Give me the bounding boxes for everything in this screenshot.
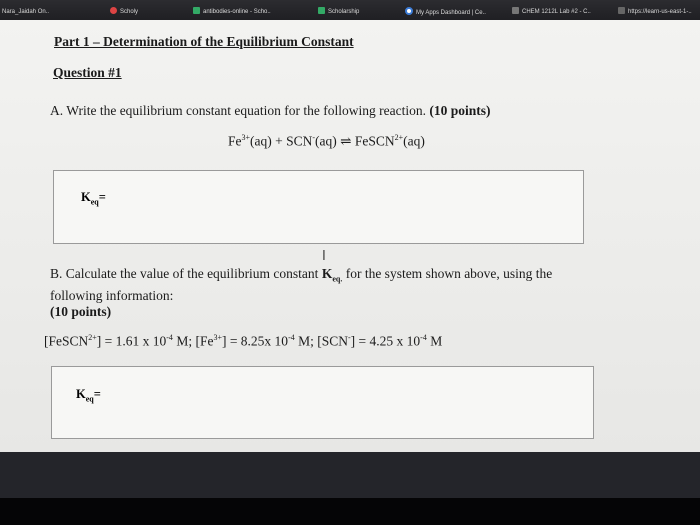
page-title: Part 1 – Determination of the Equilibrium Constant [54, 34, 354, 49]
keq-label: $K_{eq}=$ [81, 190, 106, 207]
taskbar [0, 452, 700, 498]
part-a-prompt: A. Write the equilibrium constant equation for the following reaction. (10 points) [50, 103, 491, 118]
answer-box-a[interactable] [53, 170, 584, 244]
bookmark-nara[interactable]: Nara_Jaidah On.. [2, 9, 50, 15]
reaction-equation: $Fe^{3+}(aq) + SCN^-(aq)$ ⇌ FeSCN$^{2+}$(aq) [228, 133, 425, 149]
bookmark-chem-lab[interactable]: CHEM 1212L Lab #2 - C.. [512, 7, 594, 16]
bookmarks-bar [0, 0, 700, 22]
bookmark-antibodies[interactable]: antibodies-online - Scho.. [193, 7, 278, 16]
antibodies-icon [193, 7, 200, 14]
bookmark-scholarship[interactable]: Scholarship [318, 7, 380, 16]
keq-label: $K_{eq}=$ [76, 387, 101, 404]
equilibrium-arrow-icon: ⇌ [340, 133, 352, 149]
okta-icon [405, 7, 413, 15]
text-cursor-icon: I [322, 249, 326, 264]
scholy-icon [110, 7, 117, 14]
link-icon [618, 7, 625, 14]
worksheet-page [0, 20, 700, 452]
canvas-icon [512, 7, 519, 14]
given-concentrations: [FeSCN$^{2+}$] = 1.61 x $10^{-4}$ M; $[Fe^{3+}] = 8.25x$ $10^{-4}$ M; [SCN-] = 4.25 x $10^{-4}$ M [44, 333, 443, 349]
answer-box-b[interactable] [51, 366, 594, 439]
scholarship-icon [318, 7, 325, 14]
screen-bezel [0, 498, 700, 525]
bookmark-scholy[interactable]: Scholy [110, 7, 170, 16]
bookmark-learn-link[interactable]: https://learn-us-east-1-.. [618, 7, 698, 16]
part-b-prompt: B. Calculate the value of the equilibrium constant $K_{eq.}$ for the system shown above, using the following information: (10 points) [50, 266, 553, 319]
question-heading: Question #1 [53, 65, 122, 80]
bookmark-my-apps[interactable]: My Apps Dashboard | Ce.. [405, 7, 495, 16]
